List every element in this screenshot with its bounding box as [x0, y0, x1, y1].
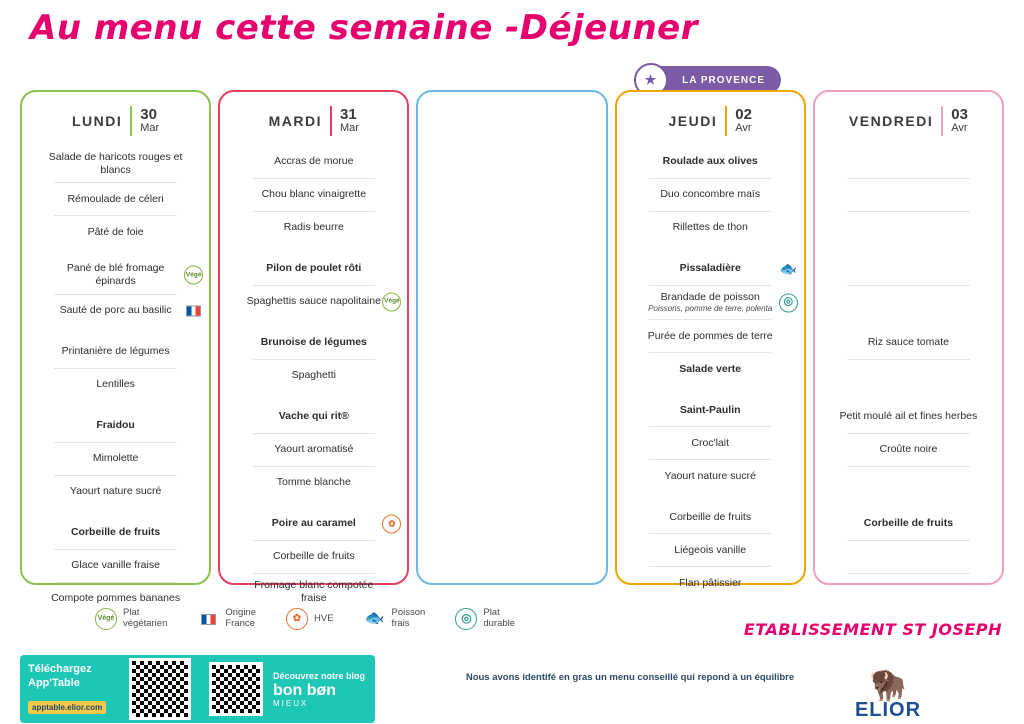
dish-label: Radis beurre — [283, 221, 344, 234]
dish-separator — [252, 433, 375, 434]
dish-separator — [649, 352, 772, 353]
day-column-vendredi — [813, 90, 1004, 585]
dish-label: Lentilles — [96, 377, 135, 390]
durable-icon: ◎ — [455, 608, 477, 630]
dish-label: Croc'lait — [691, 436, 730, 449]
promo-text-block — [20, 655, 125, 723]
legend-item — [455, 608, 515, 630]
dish-label: Flan pâtissier — [678, 576, 742, 589]
dish-item — [825, 148, 992, 176]
dish-label: Salade de haricots rouges et blancs — [48, 151, 183, 177]
dish-group-gap — [825, 242, 992, 255]
dish-item — [32, 445, 199, 473]
day-header — [825, 106, 992, 136]
dish-item — [32, 478, 199, 506]
promo-blog-block — [195, 655, 375, 723]
day-column-empty — [416, 90, 607, 585]
dish-item — [627, 429, 794, 457]
day-name: MARDI — [268, 113, 323, 129]
dish-item — [825, 403, 992, 431]
dish-item — [825, 436, 992, 464]
dish-separator — [847, 178, 970, 179]
day-column-jeudi — [615, 90, 806, 589]
dish-separator — [54, 475, 177, 476]
promo-line1: Téléchargez — [28, 663, 92, 675]
provence-badge-icon: ★ — [634, 63, 668, 97]
dish-separator — [252, 466, 375, 467]
day-month: Mar — [140, 122, 160, 135]
dish-item — [825, 510, 992, 538]
dish-item — [230, 362, 397, 390]
dish-item — [230, 543, 397, 571]
day-divider — [130, 106, 132, 136]
dish-label: Printanière de légumes — [61, 344, 170, 357]
legend-line1: Plat — [123, 607, 140, 619]
dish-item — [825, 288, 992, 316]
dish-label: Yaourt nature sucré — [69, 484, 162, 497]
dish-label: Glace vanille fraise — [71, 558, 160, 571]
dish-item — [32, 297, 199, 325]
legend-item — [197, 608, 256, 630]
legend-line1: Poisson — [391, 607, 426, 619]
dish-item — [825, 576, 992, 604]
dish-separator — [847, 433, 970, 434]
dish-group-gap — [32, 325, 199, 338]
dish-label: Rémoulade de céleri — [67, 192, 164, 205]
promo-tagline: MIEUX — [272, 698, 309, 708]
dish-item — [32, 148, 199, 180]
menu-week-columns — [20, 90, 1004, 605]
dish-group-gap — [230, 497, 397, 510]
dish-group-gap — [825, 390, 992, 403]
dish-item — [32, 259, 202, 291]
day-divider — [941, 106, 943, 136]
dish-label: Pilon de poulet rôti — [266, 262, 362, 275]
dish-separator — [252, 211, 375, 212]
dish-item — [32, 185, 199, 213]
day-divider — [725, 106, 727, 136]
fish-icon: 🐟 — [364, 609, 385, 627]
dish-label: Compote pommes bananes — [51, 591, 181, 604]
dish-item — [627, 569, 794, 597]
dish-group-gap — [230, 390, 397, 403]
dish-label: Saint-Paulin — [679, 403, 741, 416]
day-header — [230, 106, 397, 136]
dish-sublabel: Poissons, pomme de terre, polenta — [648, 304, 773, 314]
dish-item — [825, 543, 992, 571]
dish-item — [32, 412, 199, 440]
dish-item — [825, 362, 992, 390]
france-flag-icon — [184, 301, 203, 320]
dish-group-gap — [32, 506, 199, 519]
dish-list — [825, 148, 992, 604]
day-month: Mar — [340, 122, 359, 135]
dish-item — [825, 469, 992, 497]
dish-separator — [649, 533, 772, 534]
dish-item — [825, 214, 992, 242]
day-name: VENDREDI — [848, 113, 934, 129]
dish-label: Corbeille de fruits — [272, 550, 355, 563]
dish-item — [627, 462, 794, 490]
dish-label: Pâté de foie — [87, 225, 144, 238]
dish-group-gap — [825, 497, 992, 510]
dish-label: Spaghetti — [291, 369, 336, 382]
dish-list — [32, 148, 202, 613]
dish-item — [32, 552, 199, 580]
dish-item — [627, 255, 798, 283]
day-date — [735, 107, 752, 134]
dish-item — [32, 519, 199, 547]
dish-label: Pané de blé fromage épinards — [66, 262, 165, 288]
promo-blog-label: Découvrez notre blog — [272, 670, 365, 681]
dish-separator — [649, 319, 772, 320]
dish-item — [627, 503, 794, 531]
dish-label: Fraidou — [96, 418, 135, 431]
dish-item — [627, 148, 794, 176]
day-number: 03 — [951, 106, 968, 124]
day-column-lundi — [20, 90, 211, 604]
dish-separator — [847, 540, 970, 541]
legend-item — [95, 608, 167, 630]
legend-item — [286, 608, 334, 630]
dish-item — [627, 214, 794, 242]
dish-item — [32, 371, 199, 399]
dish-separator — [252, 178, 375, 179]
dish-item — [230, 469, 397, 497]
dish-label: Chou blanc vinaigrette — [261, 188, 367, 201]
dish-separator — [54, 442, 177, 443]
dish-item — [627, 536, 794, 564]
legend-line2: France — [225, 618, 255, 629]
day-number: 02 — [735, 106, 752, 124]
dish-label: Corbeille de fruits — [669, 510, 752, 523]
dish-separator — [54, 549, 177, 550]
day-number: 30 — [140, 106, 157, 124]
dish-item — [230, 576, 397, 608]
dish-separator — [54, 294, 177, 295]
dish-item — [627, 181, 794, 209]
dish-group-gap — [627, 242, 794, 255]
provence-banner-label: LA PROVENCE — [682, 74, 765, 86]
dish-group-gap — [230, 316, 397, 329]
dish-label: Rillettes de thon — [672, 221, 748, 234]
day-date — [140, 107, 159, 134]
dish-label: Brandade de poisson — [660, 291, 760, 303]
dish-label: Croûte noire — [879, 443, 938, 456]
vege-icon: Végé — [382, 293, 401, 312]
dish-label: Riz sauce tomate — [867, 336, 949, 349]
dish-item — [825, 181, 992, 209]
dish-label: Vache qui rit® — [278, 410, 349, 423]
dish-label: Roulade aux olives — [662, 155, 758, 168]
dish-separator — [847, 573, 970, 574]
dish-separator — [847, 359, 970, 360]
day-date — [951, 107, 968, 134]
france-flag-icon — [197, 608, 219, 630]
day-month: Avr — [735, 122, 752, 135]
vege-icon: Végé — [95, 608, 117, 630]
elior-logo — [828, 669, 948, 722]
day-number: 31 — [340, 106, 357, 124]
legend-label — [225, 608, 256, 630]
legend-label — [123, 608, 167, 630]
elior-name: ELIOR — [854, 699, 922, 721]
dish-group-gap — [627, 490, 794, 503]
dish-separator — [649, 566, 772, 567]
bison-logo-icon: 🦬 — [869, 669, 907, 702]
legend-line1: HVE — [314, 612, 334, 624]
dish-label: Pissaladière — [679, 262, 741, 275]
day-column-mardi — [218, 90, 409, 605]
dish-group-gap — [32, 399, 199, 412]
dish-label: Duo concombre maïs — [660, 188, 761, 201]
dish-label: Fromage blanc compotée fraise — [254, 579, 374, 605]
dish-separator — [252, 540, 375, 541]
dish-item — [230, 436, 397, 464]
dish-label: Accras de morue — [274, 155, 354, 168]
dish-item — [627, 322, 794, 350]
dish-item — [32, 338, 199, 366]
dish-item — [32, 218, 199, 246]
dish-item — [230, 214, 397, 242]
dish-group-gap — [230, 242, 397, 255]
dish-group-gap — [825, 316, 992, 329]
dish-label: Spaghettis sauce napolitaine — [246, 295, 381, 308]
dish-item — [825, 329, 992, 357]
dish-separator — [649, 285, 772, 286]
day-date — [340, 107, 359, 134]
dish-label: Yaourt aromatisé — [274, 443, 354, 456]
dish-separator — [252, 285, 375, 286]
dish-separator — [54, 582, 177, 583]
dish-item — [230, 288, 400, 316]
hve-icon: ✿ — [382, 515, 401, 534]
qr-code-apptable[interactable] — [129, 658, 191, 720]
dish-separator — [252, 573, 375, 574]
dish-separator — [649, 178, 772, 179]
promo-line2: App'Table — [28, 676, 80, 689]
dish-label: Brunoise de légumes — [260, 336, 367, 349]
dish-separator — [847, 211, 970, 212]
qr-code-blog[interactable] — [209, 662, 263, 716]
dish-item — [627, 355, 794, 383]
legend-line2: frais — [391, 618, 410, 629]
dish-item — [230, 181, 397, 209]
dish-item — [230, 255, 397, 283]
dish-label: Purée de pommes de terre — [647, 329, 773, 342]
dish-item — [230, 148, 397, 176]
dish-list — [627, 148, 798, 597]
legend-line2: végétarien — [123, 618, 168, 629]
dish-label: Liégeois vanille — [674, 543, 747, 556]
dish-label: Salade verte — [679, 362, 742, 375]
dish-separator — [649, 211, 772, 212]
footer-note: Nous avons identifé en gras un menu conseillé qui repond à un équilibre — [465, 672, 795, 683]
apptable-promo[interactable] — [20, 655, 375, 723]
dish-label: Poire au caramel — [271, 517, 356, 530]
dish-separator — [54, 368, 177, 369]
legend-label — [392, 608, 426, 630]
dish-separator — [649, 426, 772, 427]
hve-icon: ✿ — [286, 608, 308, 630]
dish-separator — [649, 459, 772, 460]
day-divider — [330, 106, 332, 136]
dish-label: Tomme blanche — [276, 476, 351, 489]
dish-separator — [54, 182, 177, 183]
dish-group-gap — [627, 383, 794, 396]
dish-group-gap — [32, 246, 199, 259]
dish-label: Petit moulé ail et fines herbes — [839, 410, 978, 423]
dish-item — [825, 255, 992, 283]
dish-separator — [847, 466, 970, 467]
day-month: Avr — [951, 122, 968, 135]
legend-line1: Origine — [225, 607, 256, 619]
promo-brand: bon bøn — [272, 681, 337, 699]
dish-label: Mimolette — [92, 451, 139, 464]
day-header — [627, 106, 794, 136]
day-name: LUNDI — [71, 113, 123, 129]
dish-item — [230, 403, 397, 431]
legend-item — [364, 608, 426, 630]
dish-item — [627, 396, 794, 424]
legend-label — [483, 608, 515, 630]
establishment-name: ETABLISSEMENT ST JOSEPH — [743, 620, 1002, 639]
dish-separator — [54, 215, 177, 216]
page-title: Au menu cette semaine -Déjeuner — [30, 8, 698, 48]
dish-item — [627, 288, 794, 317]
dish-label: Corbeille de fruits — [70, 525, 161, 538]
legend-line1: Plat — [483, 607, 500, 619]
dish-separator — [252, 359, 375, 360]
promo-url[interactable]: apptable.elior.com — [28, 701, 106, 714]
dish-list — [230, 148, 400, 608]
dish-separator — [847, 285, 970, 286]
fish-icon: 🐟 — [779, 260, 798, 277]
legend — [95, 608, 655, 630]
durable-icon: ◎ — [779, 293, 798, 312]
dish-item — [230, 510, 397, 538]
vege-icon: Végé — [184, 266, 203, 285]
day-name: JEUDI — [668, 113, 718, 129]
day-header — [32, 106, 199, 136]
dish-item — [230, 329, 397, 357]
dish-label: Yaourt nature sucré — [664, 469, 756, 482]
dish-label: Corbeille de fruits — [863, 517, 954, 530]
legend-line2: durable — [483, 618, 516, 629]
legend-label — [314, 614, 334, 625]
dish-label: Sauté de porc au basilic — [59, 303, 172, 316]
